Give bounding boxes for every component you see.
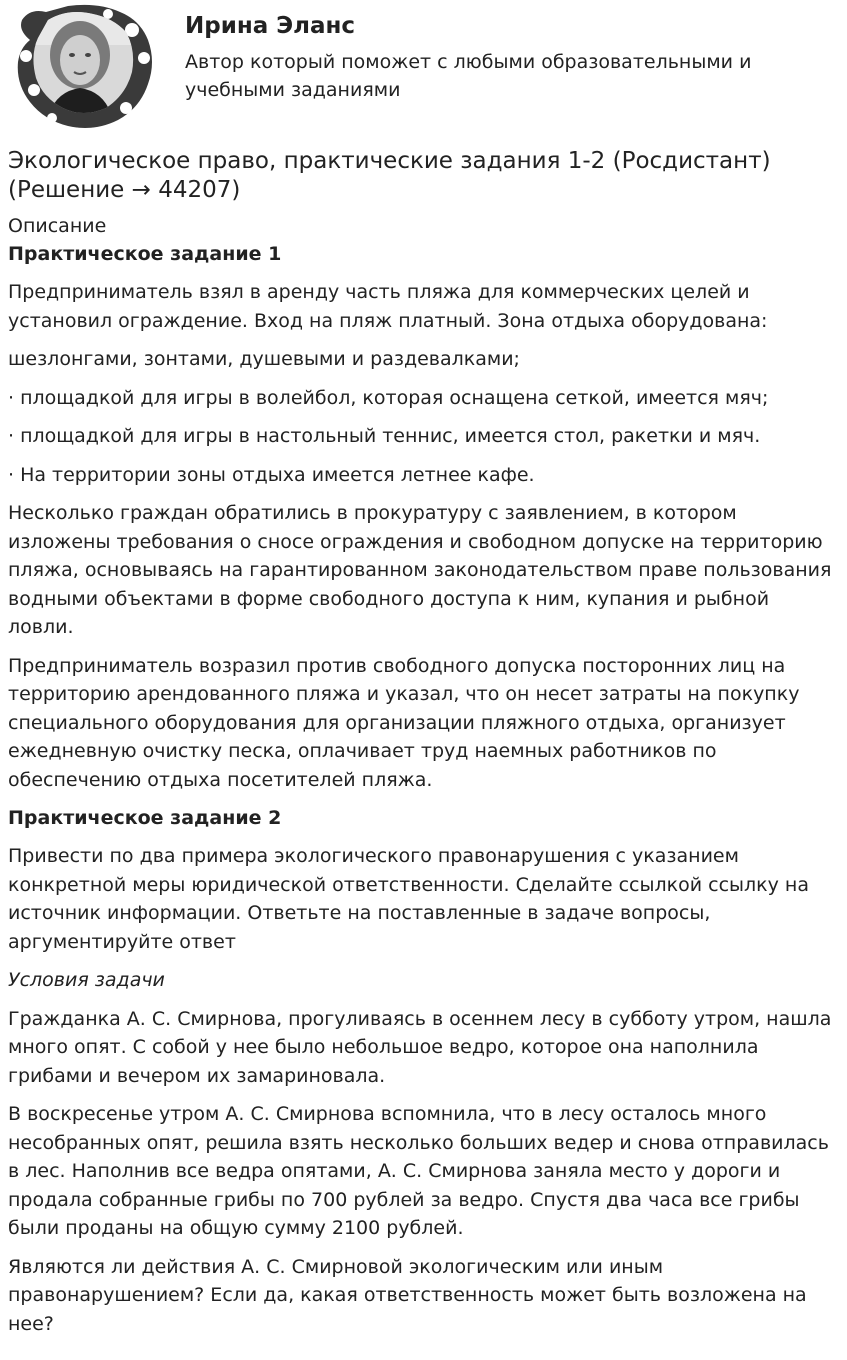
- task2-heading: Практическое задание 2: [8, 807, 282, 829]
- task1-paragraph: Несколько граждан обратились в прокуратуру с заявлением, в котором изложены требования о сносе ограждения и свободном допуске на территорию пляжа, основываясь на гарантированном законодательством праве пользования водными объектами в форме свободного доступа к ним, купания и рыбной ловли.: [8, 502, 832, 638]
- avatar[interactable]: [8, 0, 158, 132]
- task2-paragraph: Являются ли действия А. С. Смирновой экологическим или иным правонарушением? Если да, какая ответственность может быть возложена на нее?: [8, 1255, 807, 1335]
- author-description: Автор который поможет с любыми образовательными и учебными заданиями: [185, 51, 752, 101]
- avatar-image: [8, 0, 158, 132]
- task2-intro: Привести по два примера экологического правонарушения с указанием конкретной меры юридической ответственности. Сделайте ссылкой ссылку на источник информации. Ответьте на поставленные в задаче вопросы, аргументируйте ответ: [8, 845, 809, 953]
- document-title: Экологическое право, практические задания 1-2 (Росдистант) (Решение → 44207): [8, 148, 771, 203]
- task1-body: [8, 278, 839, 794]
- task1-paragraph: Предприниматель возразил против свободного допуска посторонних лиц на территорию арендованного пляжа и указал, что он несет затраты на покупку специального оборудования для организации пляжного отдыха, организует ежедневную очистку песка, оплачивает труд наемных работников по обеспечению отдыха посетителей пляжа.: [8, 654, 800, 791]
- task2-body: [8, 842, 839, 1338]
- task1-paragraph: Предприниматель взял в аренду часть пляжа для коммерческих целей и установил ограждение. Вход на пляж платный. Зона отдыха оборудована:: [8, 281, 768, 332]
- task2-paragraph: В воскресенье утром А. С. Смирнова вспомнила, что в лесу осталось много несобранных опят, решила взять несколько больших ведер и снова отправилась в лес. Наполнив все ведра опятами, А. С. Смирнова заняла место у дороги и продала собранные грибы по 700 рублей за ведро. Спустя два часа все грибы были проданы на общую сумму 2100 рублей.: [8, 1103, 829, 1239]
- description-label: Описание: [8, 215, 107, 237]
- task1-heading: Практическое задание 1: [8, 243, 282, 265]
- task1-list-item: · На территории зоны отдыха имеется летнее кафе.: [8, 463, 535, 486]
- author-name[interactable]: Ирина Эланс: [185, 13, 356, 39]
- task2-conditions-label: Условия задачи: [8, 969, 165, 991]
- task1-list-item: · площадкой для игры в настольный теннис, имеется стол, ракетки и мяч.: [8, 425, 761, 447]
- author-block: [8, 0, 839, 140]
- task1-list-item: · площадкой для игры в волейбол, которая оснащена сеткой, имеется мяч;: [8, 386, 769, 409]
- task2-paragraph: Гражданка А. С. Смирнова, прогуливаясь в осеннем лесу в субботу утром, нашла много опят. С собой у нее было небольшое ведро, которое она наполнила грибами и вечером их замариновала.: [8, 1007, 832, 1087]
- task1-paragraph: шезлонгами, зонтами, душевыми и раздевалками;: [8, 348, 520, 370]
